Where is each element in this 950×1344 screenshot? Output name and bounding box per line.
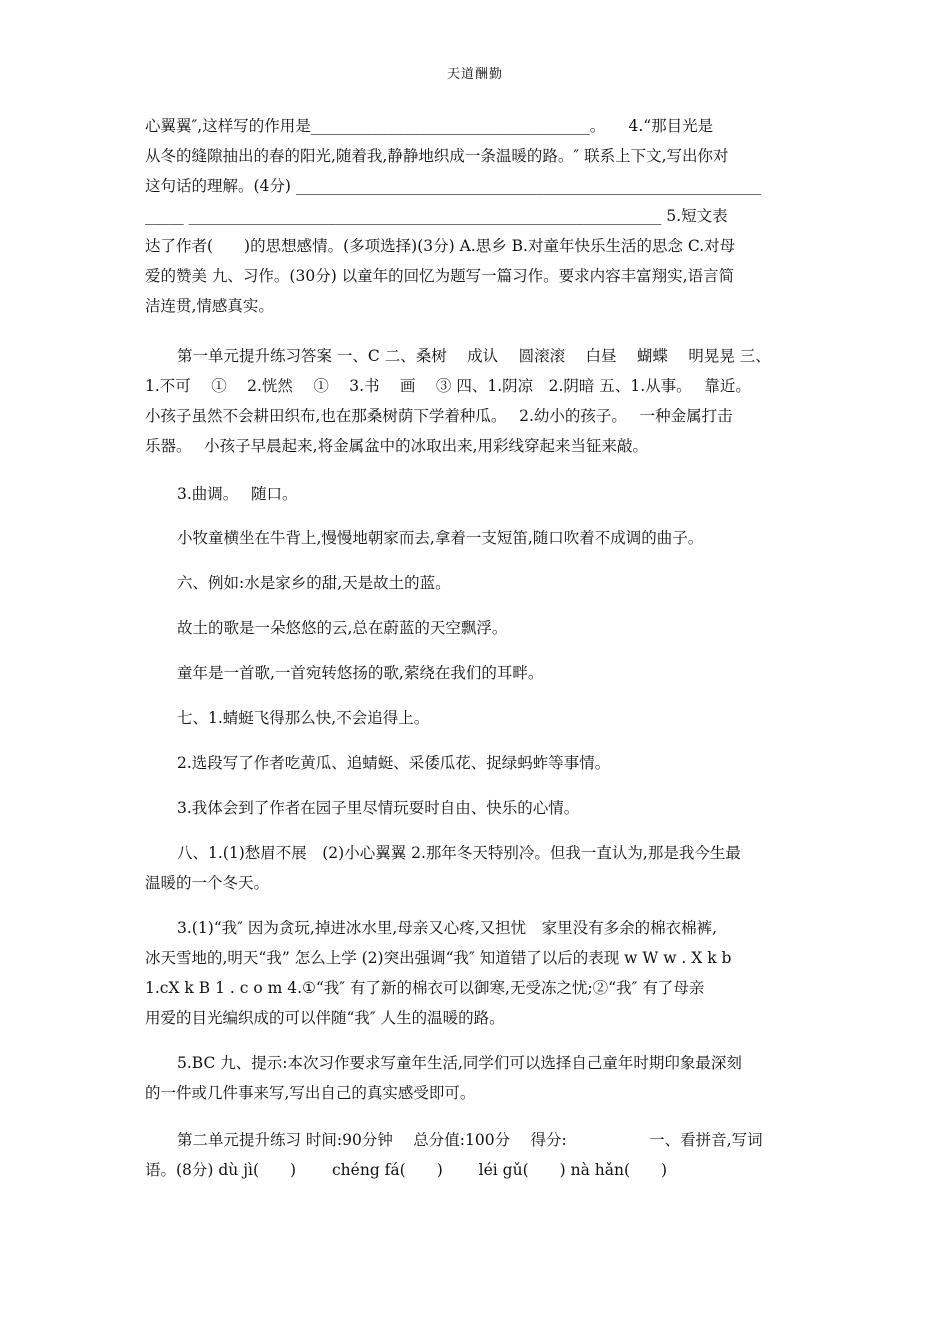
text-line: _____ _____________________________________________________________ 5.短文表: [145, 207, 728, 225]
text-line: 3.(1)“我″ 因为贪玩,掉进冰水里,母亲又心疼,又担忧 家里没有多余的棉衣棉裤,: [177, 919, 718, 937]
answer-paragraph: [145, 1048, 805, 1108]
unit2-header-block: [145, 1125, 805, 1185]
answer-paragraph: 童年是一首歌,一首宛转悠扬的歌,萦绕在我们的耳畔。: [177, 664, 544, 682]
text-line: 5.BC 九、提示:本次习作要求写童年生活,同学们可以选择自己童年时期印象最深刻: [177, 1054, 742, 1072]
text-line: 温暖的一个冬天。: [145, 874, 270, 892]
text-line: 乐器。 小孩子早晨起来,将金属盆中的冰取出来,用彩线穿起来当钲来敲。: [145, 437, 649, 455]
question-block: [145, 111, 805, 321]
text-line: 用爱的目光编织成的可以伴随“我″ 人生的温暖的路。: [145, 1009, 505, 1027]
text-line: 冰天雪地的,明天“我” 怎么上学 (2)突出强调“我″ 知道错了以后的表现 w W w . X k b: [145, 949, 732, 967]
text-line: 这句话的理解。(4分) ____________________________________________________________: [145, 177, 761, 195]
answer-paragraph: 小牧童横坐在牛背上,慢慢地朝家而去,拿着一支短笛,随口吹着不成调的曲子。: [177, 529, 704, 547]
page-header: 天道酬勤: [446, 67, 503, 82]
text-line: 第一单元提升练习答案 一、C 二、桑树 成认 圆滚滚 白昼 蝴蝶 明晃晃 三、: [177, 347, 771, 365]
text-line: 洁连贯,情感真实。: [145, 297, 274, 315]
text-line: 从冬的缝隙抽出的春的阳光,随着我,静静地织成一条温暖的路。″ 联系上下文,写出你对: [145, 147, 729, 165]
text-line: 1.cX k B 1 . c o m 4.①“我″ 有了新的棉衣可以御寒,无受冻之忧;②“我″ 有了母亲: [145, 979, 705, 997]
answer-paragraph: 七、1.蜻蜓飞得那么快,不会追得上。: [177, 709, 430, 727]
text-line: 达了作者( )的思想感情。(多项选择)(3分) A.思乡 B.对童年快乐生活的思念 C.对母: [145, 237, 736, 255]
text-line: 的一件或几件事来写,写出自己的真实感受即可。: [145, 1084, 476, 1102]
text-line: 第二单元提升练习 时间:90分钟 总分值:100分 得分: 一、看拼音,写词: [177, 1131, 763, 1149]
answer-paragraph: 2.选段写了作者吃黄瓜、追蜻蜓、采倭瓜花、捉绿蚂蚱等事情。: [177, 754, 611, 772]
answer-paragraph: 3.我体会到了作者在园子里尽情玩耍时自由、快乐的心情。: [177, 799, 580, 817]
answer-paragraph: 故土的歌是一朵悠悠的云,总在蔚蓝的天空飘浮。: [177, 619, 508, 637]
text-line: 小孩子虽然不会耕田织布,也在那桑树荫下学着种瓜。 2.幼小的孩子。 一种金属打击: [145, 407, 733, 425]
text-line: 爱的赞美 九、习作。(30分) 以童年的回忆为题写一篇习作。要求内容丰富翔实,语言简: [145, 267, 735, 285]
answer-paragraph: [145, 838, 805, 898]
text-line: 八、1.(1)愁眉不展 (2)小心翼翼 2.那年冬天特别冷。但我一直认为,那是我今生最: [177, 844, 741, 862]
answers-unit1-block: [145, 341, 805, 461]
text-line: 语。(8分) dù jì( ) chéng fá( ) léi gǔ( ) nà hǎn( ): [145, 1161, 668, 1179]
text-line: 1.不可 ① 2.恍然 ① 3.书 画 ③ 四、1.阴凉 2.阴暗 五、1.从事。 靠近。: [145, 377, 751, 395]
text-line: 心翼翼″,这样写的作用是____________________________________。 4.“那目光是: [145, 117, 714, 135]
answer-paragraph: 六、例如:水是家乡的甜,天是故土的蓝。: [177, 574, 451, 592]
answer-paragraph: 3.曲调。 随口。: [177, 485, 298, 503]
answer-paragraph: [145, 913, 805, 1033]
